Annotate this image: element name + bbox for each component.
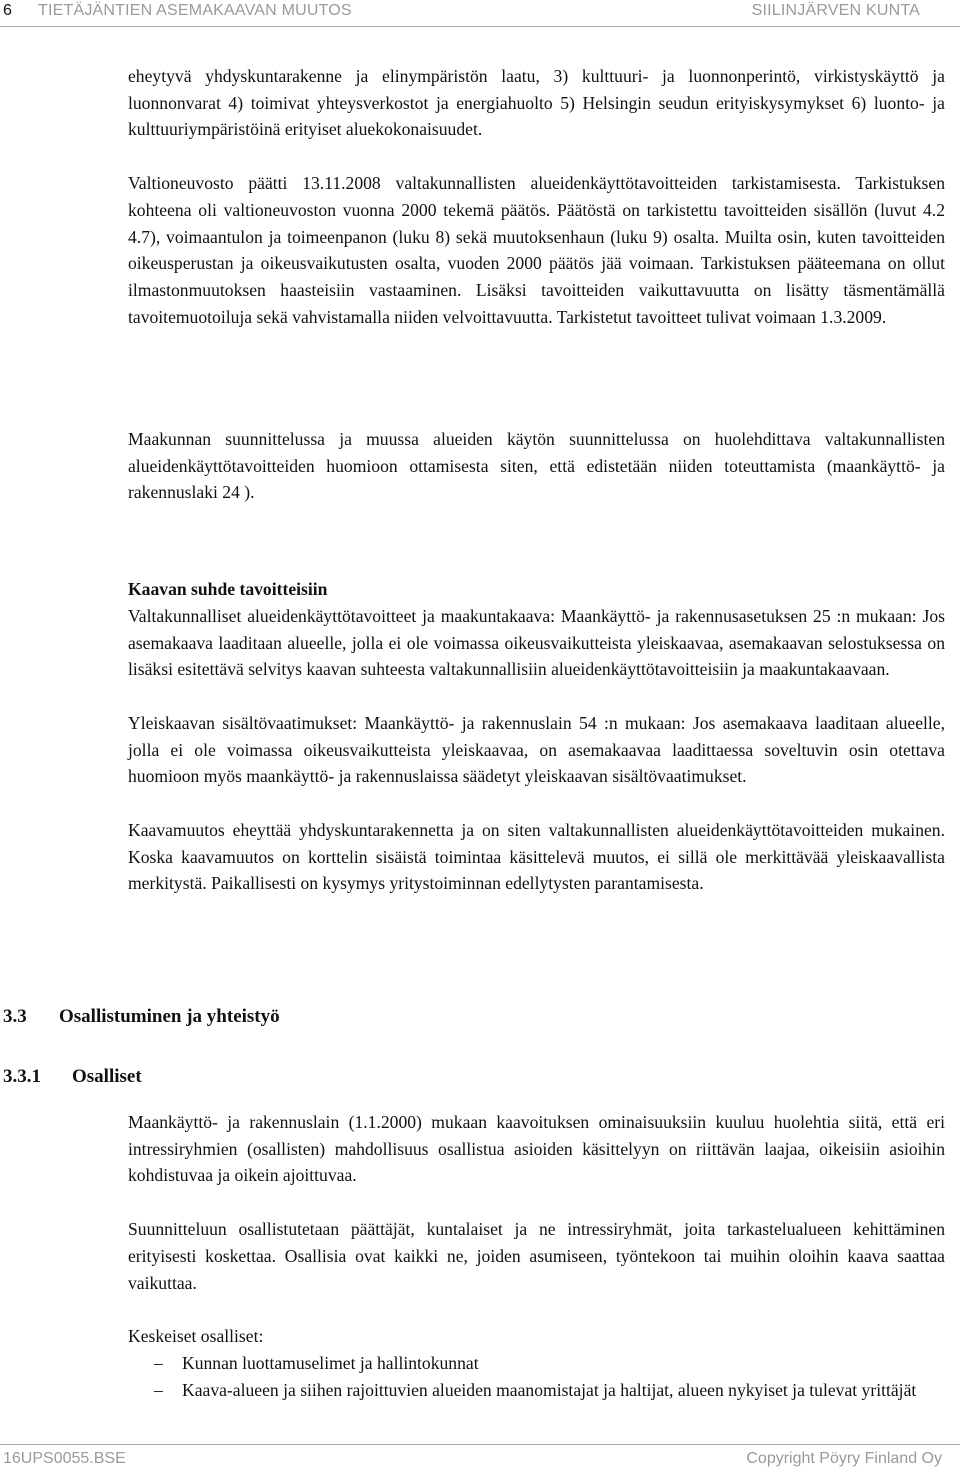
paragraph-participation-law: Maankäyttö- ja rakennuslain (1.1.2000) mukaan kaavoituksen ominaisuuksiin kuuluu huolehtia siitä, että eri intressiryhmien (osallisten) mahdollisuus osallistua asioiden käsittelyyn on riittävän laajaa, oikeisiin asioihin kohdistuvaa ja oikein ajoittuvaa. [128, 1112, 945, 1186]
paragraph-general-plan-requirements: Yleiskaavan sisältövaatimukset: Maankäyttö- ja rakennuslain 54 :n mukaan: Jos asemakaava laaditaan alueelle, jolla ei ole voimassa oikeusvaikutteista yleiskaavaa, on asemakaavaa laadittaessa soveltuvin osin otettava huomioon myös maankäyttö- ja rakennuslaissa säädetyt yleiskaavan sisältövaatimukset. [128, 712, 945, 787]
body-text-top [128, 63, 945, 330]
subheading-plan-relation: Kaavan suhde tavoitteisiin [128, 579, 328, 600]
list-title: Keskeiset osalliset: [128, 1326, 264, 1347]
paragraph-plan-change-summary: Kaavamuutos eheyttää yhdyskuntarakennetta ja on siten valtakunnallisten alueidenkäyttötavoitteiden mukainen. Koska kaavamuutos on korttelin sisäistä toimintaa käsittelevä muutos, ei sillä ole merkittävää yleiskaavallista merkitystä. Paikallisesti on kysymys yritystoiminnan edellytysten parantamisesta. [128, 820, 945, 894]
paragraph-national-goals: Valtakunnalliset alueidenkäyttötavoitteet ja maakuntakaava: Maankäyttö- ja rakennusasetuksen 25 :n mukaan: Jos asemakaava laaditaan alueelle, jolla ei ole voimassa oikeusvaikutteista yleiskaavaa, asemakaavan selostuksessa on lisäksi esitettävä selvitys kaavan suhteesta valtakunnallisiin alueidenkäyttötavoitteisiin ja maakuntakaavaan. [128, 605, 945, 680]
header-rule [0, 26, 960, 27]
page-number: 6 [3, 2, 12, 19]
list-item: – Kaava-alueen ja siihen rajoittuvien alueiden maanomistajat ja haltijat, alueen nykyiset ja tulevat yrittäjät [128, 1377, 945, 1404]
section-title: Osalliset [72, 1066, 142, 1087]
section-number: 3.3 [3, 1006, 27, 1027]
section-title: Osallistuminen ja yhteistyö [59, 1006, 280, 1027]
paragraph-regional-planning: Maakunnan suunnittelussa ja muussa alueiden käytön suunnittelussa on huolehdittava valtakunnallisten alueidenkäyttötavoitteiden huomioon ottamisesta siten, että edistetään niiden toteuttamista (maankäyttö- ja rakennuslaki 24 ). [128, 429, 945, 503]
section-number: 3.3.1 [3, 1066, 41, 1087]
page-footer [0, 1444, 960, 1473]
municipality-name: SIILINJÄRVEN KUNTA [751, 2, 920, 19]
document-id: 16UPS0055.BSE [3, 1450, 126, 1467]
list-item: – Kunnan luottamuselimet ja hallintokunnat [128, 1350, 945, 1377]
body-text-participants [128, 1109, 945, 1403]
key-participants-list [128, 1350, 945, 1403]
paragraph-government-decision: Valtioneuvosto päätti 13.11.2008 valtakunnallisten alueidenkäyttötavoitteiden tarkistamisesta. Tarkistuksen kohteena oli valtioneuvoston vuonna 2000 tekemä päätös. Päätöstä on tarkistettu tavoitteiden sisällön (luvut 4.2 4.7), voimaantulon ja toimeenpanon (luku 8) sekä muutoksenhaun (luku 9) osalta. Muilta osin, kuten tavoitteiden oikeusperustan ja oikeusvaikutusten osalta, vuoden 2000 päätös jää voimaan. Tarkistuksen pääteemana on ollut ilmastonmuutoksen haasteisiin vastaaminen. Lisäksi tavoitteiden vaikuttavuutta on lisätty täsmentämällä tavoitemuotoiluja sekä vahvistamalla niiden velvoittavuutta. Tarkistetut tavoitteet tulivat voimaan 1.3.2009. [128, 173, 945, 327]
paragraph-participants-definition: Suunnitteluun osallistutetaan päättäjät, kuntalaiset ja ne intressiryhmät, joita tarkastelualueen kehittäminen erityisesti koskettaa. Osallisia ovat kaikki ne, joiden asumiseen, työntekoon tai muihin oloihin kaava saattaa vaikuttaa. [128, 1219, 945, 1293]
section-heading-3-3-1 [3, 1066, 142, 1088]
body-text-middle [128, 426, 945, 897]
footer-rule [0, 1444, 960, 1445]
page-header [0, 0, 960, 28]
copyright-notice: Copyright Pöyry Finland Oy [746, 1450, 942, 1467]
section-heading-3-3 [3, 1006, 280, 1028]
paragraph-goals-list: eheytyvä yhdyskuntarakenne ja elinympäristön laatu, 3) kulttuuri- ja luonnonperintö, virkistyskäyttö ja luonnonvarat 4) toimivat yhteysverkostot ja energiahuolto 5) Helsingin seudun erityiskysymykset 6) luonto- ja kulttuuriympäristöinä erityiset aluekokonaisuudet. [128, 66, 945, 140]
document-title: TIETÄJÄNTIEN ASEMAKAAVAN MUUTOS [38, 2, 352, 19]
